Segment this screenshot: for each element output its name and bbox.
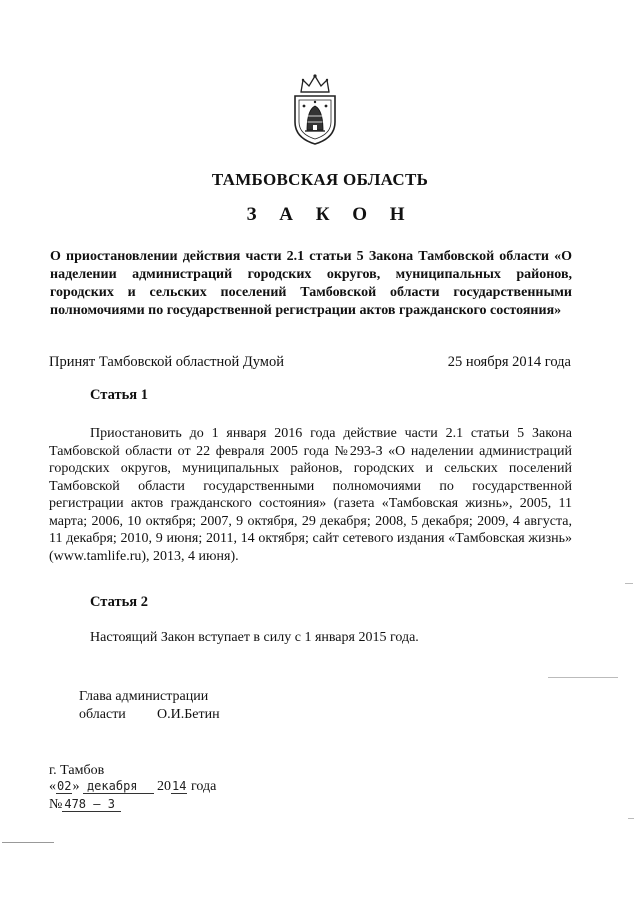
- scan-artifact: [625, 583, 633, 584]
- signatory-position-line-2: области: [79, 707, 126, 722]
- date-month: декабря: [83, 779, 154, 794]
- article-1-text: [49, 425, 572, 565]
- quote-open: «: [49, 779, 56, 794]
- quote-close: »: [72, 779, 80, 794]
- law-number-line: [49, 797, 121, 813]
- adoption-date: 25 ноября 2014 года: [447, 354, 571, 370]
- number-sign: №: [49, 797, 63, 812]
- signatory-name: О.И.Бетин: [157, 707, 220, 722]
- article-2-heading: Статья 2: [90, 594, 148, 610]
- article-1-heading: Статья 1: [90, 387, 148, 403]
- date-year-suffix: 14: [172, 779, 187, 793]
- city-line: г. Тамбов: [49, 763, 105, 778]
- signing-date-line: [49, 779, 216, 795]
- document-type-heading: З А К О Н: [246, 204, 414, 225]
- date-day: 02: [57, 779, 72, 793]
- law-number: 478 – З: [62, 797, 121, 812]
- signatory-position-line-1: Глава администрации: [79, 689, 209, 704]
- date-year-prefix: 20: [157, 779, 172, 794]
- article-2-text: Настоящий Закон вступает в силу с 1 января 2015 года.: [90, 630, 419, 645]
- adopted-by-text: Принят Тамбовской областной Думой: [49, 354, 284, 370]
- date-year-word: года: [190, 779, 217, 794]
- region-heading: ТАМБОВСКАЯ ОБЛАСТЬ: [211, 170, 429, 189]
- scan-artifact: [2, 842, 54, 843]
- article-1-body: Приостановить до 1 января 2016 года действие части 2.1 статьи 5 Закона Тамбовской области от 22 февраля 2005 года №293-З «О наделении администраций городских округов, муниципальных районов, городских и сельских поселений Тамбовской области государственными полномочиями по государственной регистрации актов гражданского состояния» (газета «Тамбовская жизнь», 2005, 11 марта; 2006, 10 октября; 2007, 9 октября, 29 декабря; 2008, 5 декабря; 2009, 4 августа, 11 декабря; 2010, 9 июня; 2011, 14 октября; сайт сетевого издания «Тамбовская жизнь» (www.tamlife.ru), 2013, 4 июня).: [49, 426, 572, 564]
- scan-artifact: [628, 818, 634, 819]
- scan-artifact: [548, 677, 618, 678]
- coat-of-arms-icon: [291, 72, 339, 148]
- law-title: О приостановлении действия части 2.1 статьи 5 Закона Тамбовской области «О наделении администраций городских округов, муниципальных районов, городских и сельских поселений Тамбовской области государственными полномочиями по государственной регистрации актов гражданского состояния»: [50, 249, 572, 318]
